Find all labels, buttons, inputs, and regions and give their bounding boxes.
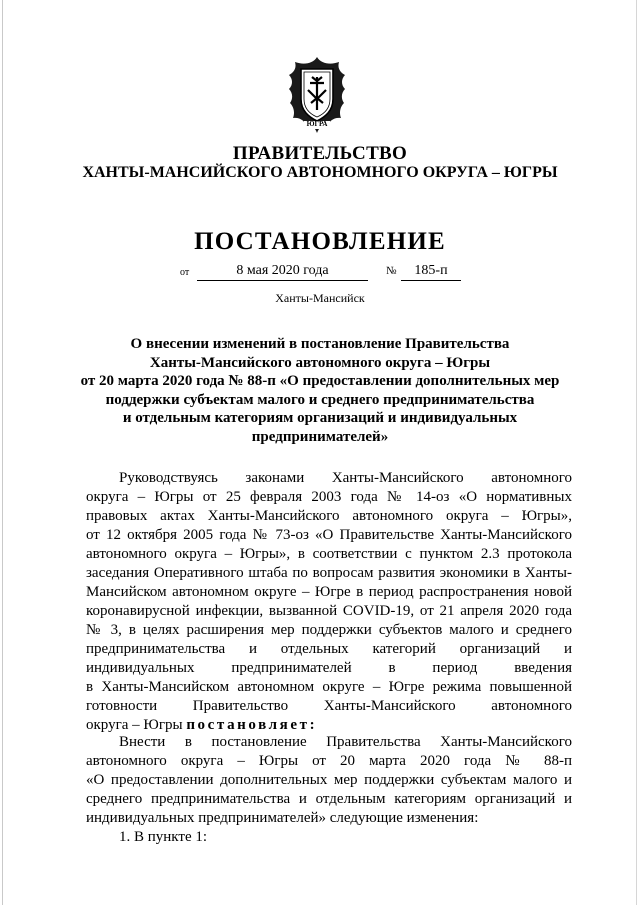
text-line: автономного округа – Югры», в соответствии с пунктом 2.3 протокола — [86, 546, 572, 562]
amendment-paragraph — [86, 733, 572, 828]
text-line: округа – Югры от 25 февраля 2003 года № 14-оз «О нормативных — [86, 489, 572, 505]
scan-edge-left — [2, 0, 3, 905]
preamble-paragraph — [86, 469, 572, 735]
text-line: Внести в постановление Правительства Ханты-Мансийского — [119, 734, 572, 750]
text-line: Мансийском автономном округе – Югре в период распространения новой — [86, 584, 572, 600]
text-line: автономного округа – Югры от 20 марта 2020 года № 88-п — [86, 753, 572, 769]
date-prefix: от — [180, 267, 190, 278]
text-line: правовых актах Ханты-Мансийского автономного округа – Югры», — [86, 508, 572, 524]
item-line: 1. В пункте 1: — [119, 829, 208, 845]
subject-line: Ханты-Мансийского автономного округа – Югры — [149, 354, 491, 371]
text-line: округа – Югры — [86, 717, 183, 733]
text-line: готовности Правительство Ханты-Мансийского автономного — [86, 698, 572, 714]
government-subtitle: ХАНТЫ-МАНСИЙСКОГО АВТОНОМНОГО ОКРУГА – ЮГРЫ — [82, 164, 558, 181]
subject-line: и отдельным категориям организаций и индивидуальных — [122, 410, 518, 426]
text-line: от 12 октября 2005 года № 73-оз «О Правительстве Ханты-Мансийского — [86, 527, 572, 543]
document-subject — [60, 335, 580, 446]
text-line: среднего предпринимательства и отдельным категориям организаций и — [86, 791, 572, 807]
emblem-text: ЮГРА — [306, 120, 328, 128]
document-type-heading: ПОСТАНОВЛЕНИЕ — [194, 228, 446, 255]
text-line: в Ханты-Мансийском автономном округе – Югре режима повышенной — [86, 679, 572, 695]
text-line: «О предоставлении дополнительных мер поддержки субъектам малого и — [86, 772, 572, 788]
document-date: 8 мая 2020 года — [197, 262, 368, 281]
subject-line: поддержки субъектам малого и среднего предпринимательства — [105, 391, 535, 408]
text-line: заседания Оперативного штаба по вопросам развития экономики в Ханты- — [86, 565, 572, 581]
text-line: № 3, в целях расширения мер поддержки субъектов малого и среднего — [86, 622, 572, 638]
item-paragraph — [86, 828, 572, 847]
text-line: индивидуальных предпринимателей» следующие изменения: — [86, 810, 479, 826]
text-line: коронавирусной инфекции, вызванной COVID-19, от 21 апреля 2020 года — [86, 603, 572, 619]
date-number-row — [0, 262, 640, 284]
coat-of-arms-emblem — [283, 55, 351, 135]
text-line: предпринимательства и отдельных категорий организаций и — [86, 641, 572, 657]
subject-line: О внесении изменений в постановление Правительства — [130, 336, 510, 352]
text-line: Руководствуясь законами Ханты-Мансийского автономного — [119, 470, 572, 486]
text-line: индивидуальных предпринимателей в период введения — [86, 660, 572, 676]
subject-line: предпринимателей» — [251, 428, 389, 445]
number-prefix: № — [386, 265, 397, 277]
scan-edge-right — [636, 0, 637, 905]
decree-word: постановляет: — [186, 717, 318, 733]
document-number: 185-п — [401, 262, 461, 281]
government-title: ПРАВИТЕЛЬСТВО — [232, 143, 408, 164]
subject-line: от 20 марта 2020 года № 88-п «О предоставлении дополнительных мер — [80, 373, 560, 389]
document-city: Ханты-Мансийск — [275, 291, 365, 305]
